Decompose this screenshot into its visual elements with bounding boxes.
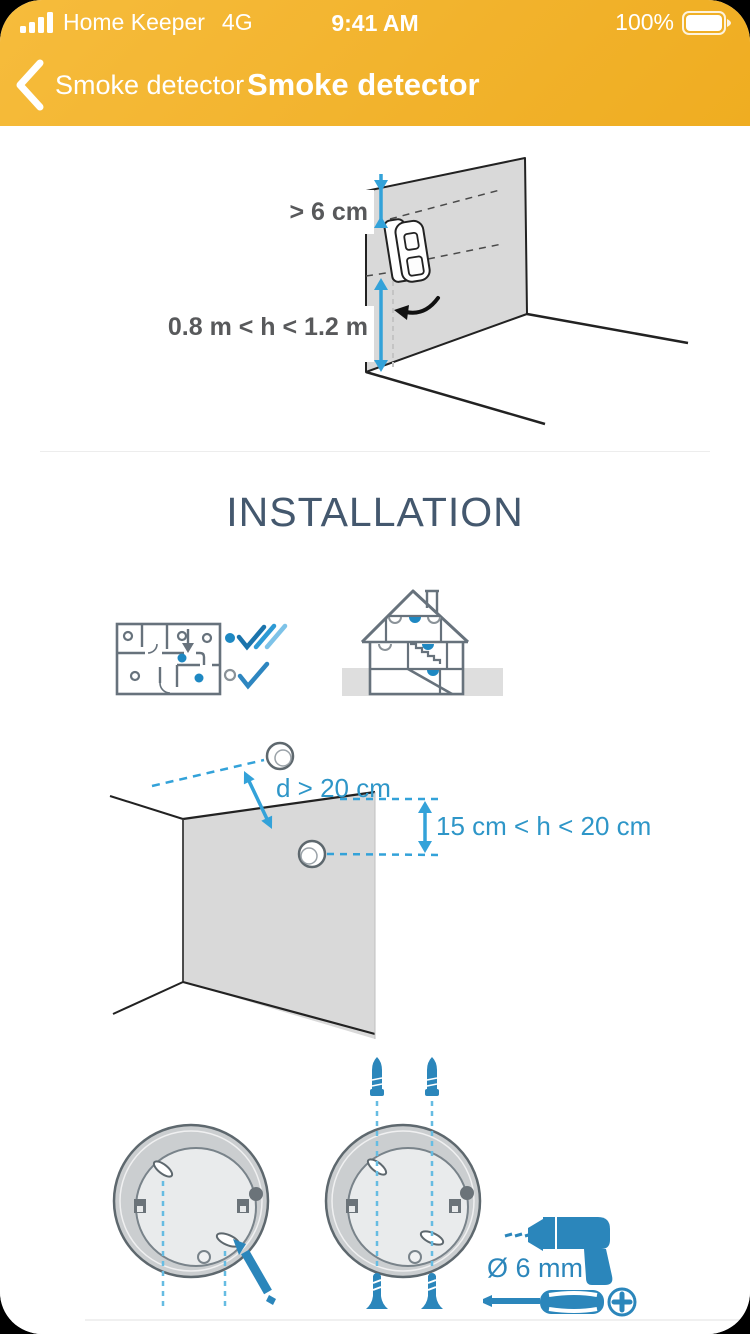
drill-diameter-label: Ø 6 mm	[487, 1253, 584, 1283]
network-label: 4G	[221, 9, 253, 35]
fixing-diagram	[0, 1044, 750, 1334]
status-bar	[0, 0, 750, 44]
nav-bar	[0, 44, 750, 126]
checkmarks-icon	[225, 626, 285, 686]
wall-anchor-icon	[370, 1057, 439, 1096]
wall-mount-diagram	[0, 126, 750, 451]
detector-base-fix-icon	[326, 1057, 480, 1309]
back-label: Smoke detector	[55, 69, 245, 100]
app-header	[0, 0, 750, 127]
phillips-head-icon	[609, 1289, 635, 1315]
battery-percent-label: 100%	[615, 9, 674, 35]
back-button[interactable]	[14, 44, 244, 126]
content	[0, 126, 750, 1334]
mount-height-label: 0.8 m < h < 1.2 m	[167, 313, 368, 341]
back-chevron-icon	[14, 59, 44, 111]
house-section-icon	[342, 591, 503, 696]
floor-plan-icon	[117, 624, 220, 694]
page-title: Smoke detector	[247, 67, 480, 102]
top-clearance-label: > 6 cm	[289, 198, 368, 226]
section-divider	[40, 451, 710, 452]
ceiling-detector-icon	[267, 743, 293, 769]
screw-icon	[366, 1273, 443, 1309]
pencil-icon	[233, 1239, 276, 1305]
placement-icons-row	[0, 569, 750, 729]
status-time: 9:41 AM	[331, 10, 419, 36]
ceiling-distance-diagram	[0, 729, 750, 1044]
battery-icon	[682, 11, 732, 35]
carrier-label: Home Keeper	[63, 9, 205, 35]
screwdriver-icon	[483, 1290, 604, 1314]
corner-distance-label: d > 20 cm	[276, 773, 391, 803]
wall-height-label: 15 cm < h < 20 cm	[436, 811, 652, 841]
detector-base-mark-icon	[114, 1125, 276, 1310]
installation-heading: INSTALLATION	[226, 489, 524, 535]
wall-detector-icon	[299, 841, 325, 867]
